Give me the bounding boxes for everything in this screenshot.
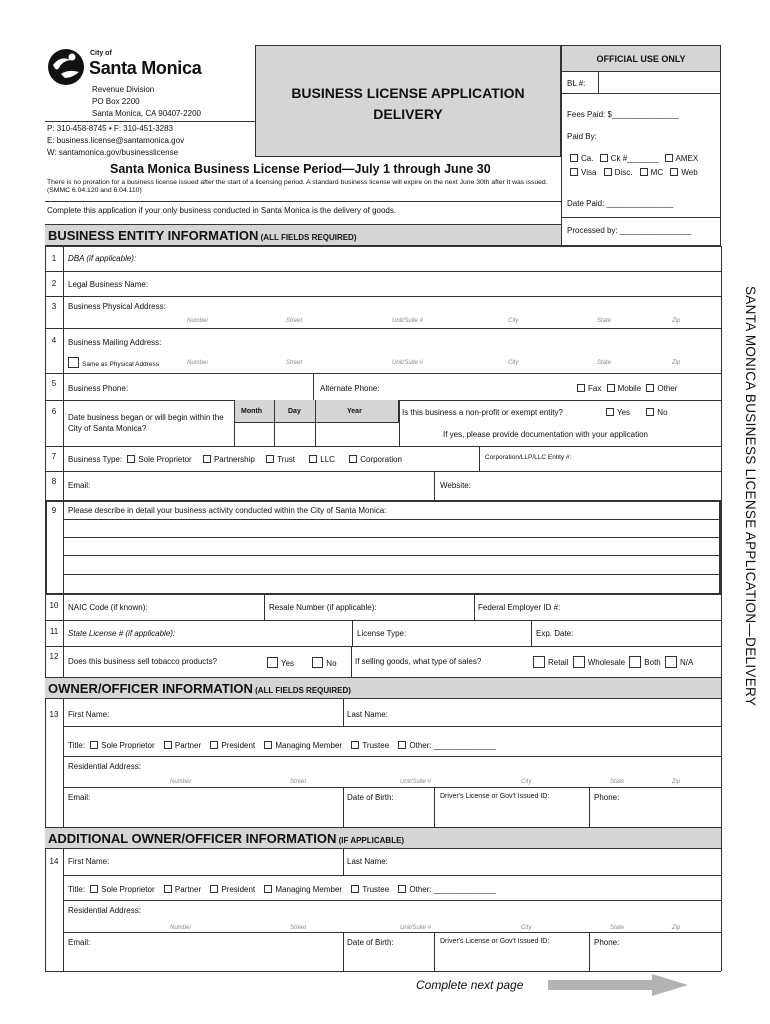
section-business-entity-note: (ALL FIELDS REQUIRED) <box>258 233 357 242</box>
owner-first-name-field[interactable]: First Name: <box>68 710 110 719</box>
ca-checkbox[interactable] <box>570 154 578 162</box>
hint-state: State <box>597 360 612 366</box>
section-additional-owner-note: (IF APPLICABLE) <box>336 836 405 845</box>
nonprofit-no-checkbox[interactable] <box>646 408 654 416</box>
row-number-5: 5 <box>51 379 57 388</box>
additional-president-label: President <box>221 885 256 894</box>
hint-number: Number <box>170 779 192 785</box>
additional-trustee-label: Trustee <box>362 885 390 894</box>
nonprofit-no-label: No <box>657 408 668 417</box>
row-number-8: 8 <box>51 477 57 486</box>
address-po-box: PO Box 2200 <box>92 97 140 106</box>
owner-sole-proprietor-checkbox[interactable] <box>90 741 98 749</box>
row-number-2: 2 <box>51 279 57 288</box>
legal-name-field[interactable]: Legal Business Name: <box>68 280 149 289</box>
hint-zip: Zip <box>672 360 681 366</box>
hint-state: State <box>610 779 625 785</box>
additional-managing-member-label: Managing Member <box>275 885 343 894</box>
owner-president-label: President <box>221 741 256 750</box>
hint-unit: Unit/Suite # <box>392 318 424 324</box>
additional-president-checkbox[interactable] <box>210 885 218 893</box>
month-input[interactable] <box>235 424 274 445</box>
next-page-arrow-icon <box>548 974 688 996</box>
nonprofit-question: Is this business a non-profit or exempt entity? <box>402 408 563 417</box>
na-label: N/A <box>679 658 694 667</box>
owner-partner-label: Partner <box>174 741 202 750</box>
owner-residential-address-field[interactable]: Residential Address: <box>68 762 141 771</box>
fax-checkbox[interactable] <box>577 384 585 392</box>
year-header: Year <box>347 408 362 415</box>
mastercard-label: MC <box>650 168 664 177</box>
additional-last-name-field[interactable]: Last Name: <box>347 857 388 866</box>
hint-street: Street <box>290 779 307 785</box>
address-city: Santa Monica, CA 90407-2200 <box>92 109 201 118</box>
sole-proprietor-label: Sole Proprietor <box>138 455 192 464</box>
section-owner-note: (ALL FIELDS REQUIRED) <box>252 686 351 695</box>
owner-president-checkbox[interactable] <box>210 741 218 749</box>
section-owner-title: OWNER/OFFICER INFORMATION <box>48 681 253 696</box>
contact-web: W: santamonica.gov/businesslicense <box>47 148 179 157</box>
side-title: SANTA MONICA BUSINESS LICENSE APPLICATION—DELIVERY <box>743 286 758 707</box>
hint-zip: Zip <box>672 318 681 324</box>
owner-sole-proprietor-label: Sole Proprietor <box>101 741 155 750</box>
hint-zip: Zip <box>672 925 681 931</box>
hint-city: City <box>521 779 532 785</box>
owner-managing-member-label: Managing Member <box>275 741 343 750</box>
owner-trustee-checkbox[interactable] <box>351 741 359 749</box>
hint-number: Number <box>187 360 209 366</box>
additional-partner-label: Partner <box>174 885 202 894</box>
hint-city: City <box>521 925 532 931</box>
sales-type-question: If selling goods, what type of sales? <box>355 657 482 666</box>
hint-unit: Unit/Suite # <box>400 779 432 785</box>
wholesale-checkbox[interactable] <box>573 656 585 668</box>
web-label: Web <box>681 168 698 177</box>
row-number-9: 9 <box>51 506 57 515</box>
hint-city: City <box>508 360 519 366</box>
row-number-6: 6 <box>51 407 57 416</box>
additional-title-label: Title: <box>68 885 86 894</box>
logo-name: Santa Monica <box>89 58 202 78</box>
corporation-checkbox[interactable] <box>349 455 357 463</box>
hint-number: Number <box>170 925 192 931</box>
llc-label: LLC <box>320 455 335 464</box>
row-number-13: 13 <box>49 710 59 719</box>
complete-next-page-text: Complete next page <box>416 978 524 992</box>
license-type-field[interactable]: License Type: <box>357 629 407 638</box>
hint-zip: Zip <box>672 779 681 785</box>
tobacco-yes-checkbox[interactable] <box>267 657 278 668</box>
row-number-10: 10 <box>49 601 59 610</box>
na-checkbox[interactable] <box>665 656 677 668</box>
logo-city-of: City of <box>90 50 112 57</box>
additional-first-name-field[interactable]: First Name: <box>68 857 110 866</box>
owner-dob-field[interactable]: Date of Birth: <box>347 793 394 802</box>
paid-by-label: Paid By: <box>567 132 597 141</box>
row-number-14: 14 <box>49 857 59 866</box>
date-began-label: Date business began or will begin within the City of Santa Monica? <box>68 413 224 433</box>
trust-label: Trust <box>277 455 296 464</box>
additional-residential-address-field[interactable]: Residential Address: <box>68 906 141 915</box>
day-header: Day <box>288 408 301 415</box>
contact-phone-fax: P: 310-458-8745 • F: 310-451-3283 <box>47 124 173 133</box>
hint-unit: Unit/Suite # <box>392 360 424 366</box>
amex-label: AMEX <box>675 154 699 163</box>
hint-state: State <box>610 925 625 931</box>
contact-email: E: business.license@santamonica.gov <box>47 136 185 145</box>
mobile-checkbox[interactable] <box>607 384 615 392</box>
additional-phone-field[interactable]: Phone: <box>594 938 620 947</box>
section-business-entity <box>45 224 561 246</box>
additional-other-label: Other: ______________ <box>409 885 497 894</box>
owner-other-checkbox[interactable] <box>398 741 406 749</box>
tobacco-no-label: No <box>326 659 337 668</box>
additional-other-checkbox[interactable] <box>398 885 406 893</box>
additional-trustee-checkbox[interactable] <box>351 885 359 893</box>
retail-label: Retail <box>548 658 569 667</box>
entity-number-field[interactable]: Corporation/LLP/LLC Entity #: <box>485 454 572 461</box>
month-header: Month <box>241 408 262 415</box>
email-field[interactable]: Email: <box>68 481 91 490</box>
amex-checkbox[interactable] <box>665 154 673 162</box>
city-seal-icon <box>47 48 85 86</box>
form-title-box <box>255 45 561 157</box>
resale-number-field[interactable]: Resale Number (if applicable): <box>269 603 377 612</box>
row-number-11: 11 <box>49 627 59 636</box>
owner-title-label: Title: <box>68 741 86 750</box>
state-license-field[interactable]: State License # (if applicable): <box>68 629 176 638</box>
partnership-label: Partnership <box>213 455 255 464</box>
mastercard-checkbox[interactable] <box>640 168 648 176</box>
hint-state: State <box>597 318 612 324</box>
hint-street: Street <box>286 360 303 366</box>
fax-label: Fax <box>588 384 602 393</box>
trust-checkbox[interactable] <box>266 455 274 463</box>
owner-phone-field[interactable]: Phone: <box>594 793 620 802</box>
additional-sole-proprietor-label: Sole Proprietor <box>101 885 155 894</box>
tobacco-yes-label: Yes <box>281 659 295 668</box>
form-title-line2: DELIVERY <box>373 106 443 122</box>
owner-managing-member-checkbox[interactable] <box>264 741 272 749</box>
hint-unit: Unit/Suite # <box>400 925 432 931</box>
ca-label: Ca. <box>581 154 594 163</box>
additional-email-field[interactable]: Email: <box>68 938 91 947</box>
other-phone-label: Other <box>657 384 678 393</box>
additional-sole-proprietor-checkbox[interactable] <box>90 885 98 893</box>
exp-date-field[interactable]: Exp. Date: <box>536 629 574 638</box>
row-number-4: 4 <box>51 336 57 345</box>
day-input[interactable] <box>275 424 315 445</box>
hint-city: City <box>508 318 519 324</box>
city-logo <box>47 48 207 88</box>
retail-checkbox[interactable] <box>533 656 545 668</box>
tobacco-question: Does this business sell tobacco products? <box>68 657 217 666</box>
business-type-label: Business Type: <box>68 455 123 464</box>
additional-partner-checkbox[interactable] <box>164 885 172 893</box>
section-owner <box>45 677 721 699</box>
wholesale-label: Wholesale <box>587 658 626 667</box>
hint-number: Number <box>187 318 209 324</box>
additional-id-field[interactable]: Driver's License or Gov't Issued ID: <box>440 938 550 945</box>
year-input[interactable] <box>316 424 399 445</box>
check-checkbox[interactable] <box>600 154 608 162</box>
other-phone-checkbox[interactable] <box>646 384 654 392</box>
check-label: Ck #_______ <box>610 154 659 163</box>
sole-proprietor-checkbox[interactable] <box>127 455 135 463</box>
bl-number-field[interactable]: BL #: <box>567 79 586 88</box>
processed-by-field[interactable]: Processed by: ________________ <box>567 226 692 235</box>
address-division: Revenue Division <box>92 85 155 94</box>
form-title-line1: BUSINESS LICENSE APPLICATION <box>291 85 525 101</box>
fees-paid-field[interactable]: Fees Paid: $_______________ <box>567 110 679 119</box>
section-additional-owner <box>45 827 721 849</box>
license-period-note: There is no proration for a business license issued after the start of a licensing period. A standard business license will expire on the next June 30th after it was issued. (SMMC 6.04.120 and 6.04.110) <box>47 179 548 194</box>
section-additional-owner-title: ADDITIONAL OWNER/OFFICER INFORMATION <box>48 831 337 846</box>
official-use-heading: OFFICIAL USE ONLY <box>562 46 720 72</box>
owner-id-field[interactable]: Driver's License or Gov't Issued ID: <box>440 793 550 800</box>
fein-field[interactable]: Federal Employer ID #: <box>478 603 561 612</box>
official-use-box <box>561 45 721 246</box>
discover-label: Disc. <box>614 168 633 177</box>
row-number-7: 7 <box>51 452 57 461</box>
row-number-3: 3 <box>51 302 57 311</box>
llc-checkbox[interactable] <box>309 455 317 463</box>
nonprofit-note: If yes, please provide documentation with your application <box>443 430 649 439</box>
business-phone-field[interactable]: Business Phone: <box>68 384 129 393</box>
row-number-1: 1 <box>51 254 57 263</box>
both-label: Both <box>644 658 661 667</box>
discover-checkbox[interactable] <box>604 168 612 176</box>
same-as-physical-checkbox[interactable] <box>68 357 79 368</box>
web-checkbox[interactable] <box>670 168 678 176</box>
physical-address-field[interactable]: Business Physical Address: <box>68 302 166 311</box>
nonprofit-yes-label: Yes <box>617 408 631 417</box>
nonprofit-yes-checkbox[interactable] <box>606 408 614 416</box>
naic-code-field[interactable]: NAIC Code (if known): <box>68 603 148 612</box>
visa-checkbox[interactable] <box>570 168 578 176</box>
same-as-physical-label: Same as Physical Address <box>82 361 159 368</box>
hint-street: Street <box>290 925 307 931</box>
date-paid-field[interactable]: Date Paid: _______________ <box>567 199 674 208</box>
owner-partner-checkbox[interactable] <box>164 741 172 749</box>
owner-trustee-label: Trustee <box>362 741 390 750</box>
business-activity-label: Please describe in detail your business activity conducted within the City of Santa Monica: <box>68 506 387 515</box>
owner-other-label: Other: ______________ <box>409 741 497 750</box>
owner-last-name-field[interactable]: Last Name: <box>347 710 388 719</box>
license-period-heading: Santa Monica Business License Period—July 1 through June 30 <box>110 162 491 176</box>
corporation-label: Corporation <box>360 455 402 464</box>
instruction-text: Complete this application if your only business conducted in Santa Monica is the delivery of goods. <box>47 206 397 215</box>
both-checkbox[interactable] <box>629 656 641 668</box>
visa-label: Visa <box>581 168 597 177</box>
dba-field[interactable]: DBA (if applicable): <box>68 254 137 263</box>
mobile-label: Mobile <box>617 384 642 393</box>
website-field[interactable]: Website: <box>440 481 471 490</box>
alternate-phone-field[interactable]: Alternate Phone: <box>320 384 380 393</box>
owner-email-field[interactable]: Email: <box>68 793 91 802</box>
tobacco-no-checkbox[interactable] <box>312 657 323 668</box>
hint-street: Street <box>286 318 303 324</box>
partnership-checkbox[interactable] <box>203 455 211 463</box>
mailing-address-field[interactable]: Business Mailing Address: <box>68 338 162 347</box>
row-number-12: 12 <box>49 652 59 661</box>
additional-dob-field[interactable]: Date of Birth: <box>347 938 394 947</box>
section-business-entity-title: BUSINESS ENTITY INFORMATION <box>48 228 259 243</box>
additional-managing-member-checkbox[interactable] <box>264 885 272 893</box>
